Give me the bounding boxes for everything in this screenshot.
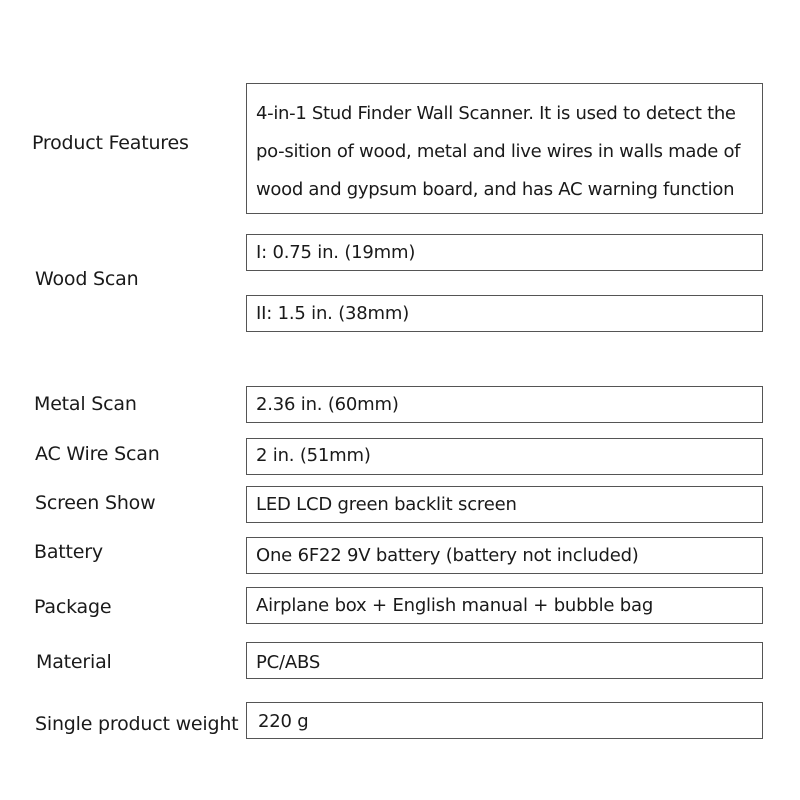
wood-scan-value-box-2 [246,295,763,332]
weight-label: Single product weight [35,713,239,735]
battery-value-box [246,537,763,574]
ac-wire-scan-value: 2 in. (51mm) [256,445,371,466]
battery-value: One 6F22 9V battery (battery not included) [256,545,639,566]
battery-label: Battery [34,541,103,563]
ac-wire-scan-value-box [246,438,763,475]
package-value: Airplane box + English manual + bubble bag [256,595,654,616]
screen-show-value: LED LCD green backlit screen [256,494,517,515]
product-features-value: 4-in-1 Stud Finder Wall Scanner. It is used to detect the po-sition of wood, metal and live wires in walls made of wood and gypsum board, and has AC warning function [256,103,741,200]
metal-scan-value: 2.36 in. (60mm) [256,394,399,415]
weight-value-box [246,702,763,739]
material-value-box [246,642,763,679]
product-features-label: Product Features [32,132,189,154]
metal-scan-label: Metal Scan [34,393,137,415]
wood-scan-label: Wood Scan [35,268,139,290]
package-label: Package [34,596,112,618]
package-value-box [246,587,763,624]
product-features-value-box [246,83,763,214]
weight-value: 220 g [258,711,309,732]
wood-scan-value-2: II: 1.5 in. (38mm) [256,303,410,324]
wood-scan-value-1: I: 0.75 in. (19mm) [256,242,416,263]
screen-show-value-box [246,486,763,523]
material-label: Material [36,651,112,673]
metal-scan-value-box [246,386,763,423]
screen-show-label: Screen Show [35,492,156,514]
ac-wire-scan-label: AC Wire Scan [35,443,160,465]
wood-scan-value-box-1 [246,234,763,271]
material-value: PC/ABS [256,652,321,673]
